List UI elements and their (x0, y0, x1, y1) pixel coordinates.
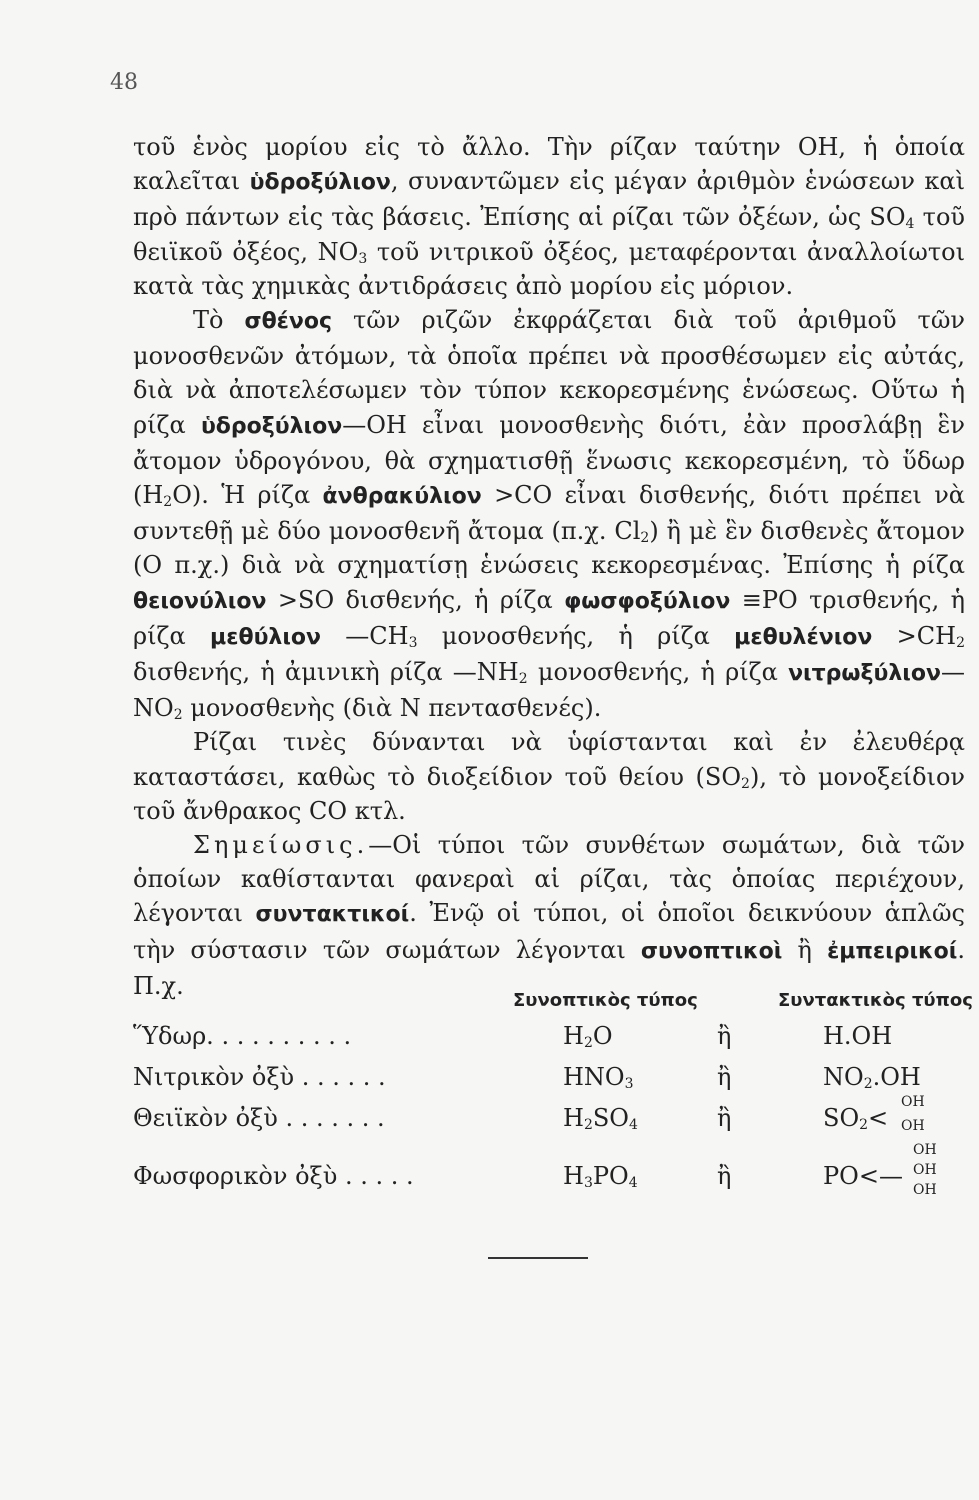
paragraph-2: Τὸ σθένος τῶν ριζῶν ἐκφράζεται διὰ τοῦ ἀριθμοῦ τῶν μονοσθενῶν ἀτόμων, τὰ ὁποῖα πρέπει νὰ προσθέσωμεν εἰς αὐτάς, διὰ νὰ ἀποτελέσωμεν τὸν τύπον κεκορεσμένης ἑνώσεως. Οὕτω ἡ ρίζα ὑδροξύλιον—ΟΗ εἶναι μονοσθενὴς διότι, ἐὰν προσλάβῃ ἓν ἄτομον ὑδρογόνου, θὰ σχηματισθῇ ἕνωσις κεκορεσμένη, τὸ ὕδωρ $(H_2O)$. Ἡ ρίζα ἀνθρακύλιον >CO εἶναι δισθενής, διότι πρέπει νὰ συντεθῇ μὲ δύο μονοσθενῆ ἄτομα (π.χ. $Cl_2$) ἢ μὲ ἓν δισθενὲς ἄτομον (O π.χ.) διὰ νὰ σχηματίσῃ ἑνώσεις κεκορεσμένας. Ἐπίσης ἡ ρίζα θειονύλιον >SO δισθενής, ἡ ρίζα φωσφοξύλιον ≡PO τρισθενής, ἡ ρίζα μεθύλιον $—CH_3$ μονοσθενής, ἡ ρίζα $\mu\varepsilon\theta\upsilon\lambda έ\nu\iota o\nu >CH_2$ δισθενής, ἡ ἀμινικὴ ρίζα $—NH_2$ μονοσθενής, ἡ ρίζα $\nu\iota\tau\rho\omega\xi ύ\lambda\iota o\nu—NO_2$ μονοσθενὴς (διὰ N πεντασθενές). (133, 306, 966, 724)
header-synoptic: Συνοπτικὸς τύπος (513, 990, 698, 1011)
paragraph-1: τοῦ ἑνὸς μορίου εἰς τὸ ἄλλο. Τὴν ρίζαν ταύτην ΟΗ, ἡ ὁποία καλεῖται ὑδροξύλιον, συναντῶμεν εἰς μέγαν ἀριθμὸν ἑνώσεων καὶ πρὸ πάντων εἰς τὰς βάσεις. Ἐπίσης αἱ ρίζαι τῶν ὀξέων, ὡς $SO_4$ τοῦ θειϊκοῦ ὀξέος, $NO_3$ τοῦ νιτρικοῦ ὀξέος, μεταφέρονται ἀναλλοίωτοι κατὰ τὰς χημικὰς ἀντιδράσεις ἀπὸ μορίου εἰς μόριον. (133, 133, 966, 300)
body-text (133, 130, 965, 1003)
formula-table (133, 990, 973, 1210)
table-row: Θειϊκὸν ὀξὺ . . . . . . . $H_2SO_4$ ἢ $SO_2<$ OH OH (133, 1094, 925, 1134)
table-row: Νιτρικὸν ὀξὺ . . . . . . $HNO_3$ ἢ $NO_2.OH$ (133, 1063, 921, 1092)
paragraph-3: Ρίζαι τινὲς δύνανται νὰ ὑφίστανται καὶ ἐν ἐλευθέρᾳ καταστάσει, καθὼς τὸ διοξείδιον τοῦ θείου $(SO_2)$, τὸ μονοξείδιον τοῦ ἄνθρακος CO κτλ. (133, 728, 965, 825)
page-number: 48 (110, 70, 138, 95)
table-row: Φωσφορικὸν ὀξὺ . . . . . $H_3PO_4$ ἢ PO<— OH OH OH (133, 1142, 937, 1198)
header-structural: Συντακτικὸς τύπος (778, 990, 973, 1011)
table-row: Ὕδωρ. . . . . . . . . . $H_2O$ ἢ H.OH (133, 1022, 893, 1051)
divider (488, 1257, 588, 1259)
table-header (133, 990, 973, 1022)
paragraph-note: Σημείωσις.—Οἱ τύποι τῶν συνθέτων σωμάτων, διὰ τῶν ὁποίων καθίστανται φανεραὶ αἱ ρίζαι, τὰς ὁποίας περιέχουν, λέγονται συντακτικοί. Ἐνῷ οἱ τύποι, οἱ ὁποῖοι δεικνύουν ἁπλῶς τὴν σύστασιν τῶν σωμάτων λέγονται συνοπτικοὶ ἢ ἐμπειρικοί. Π.χ. (133, 831, 965, 1000)
